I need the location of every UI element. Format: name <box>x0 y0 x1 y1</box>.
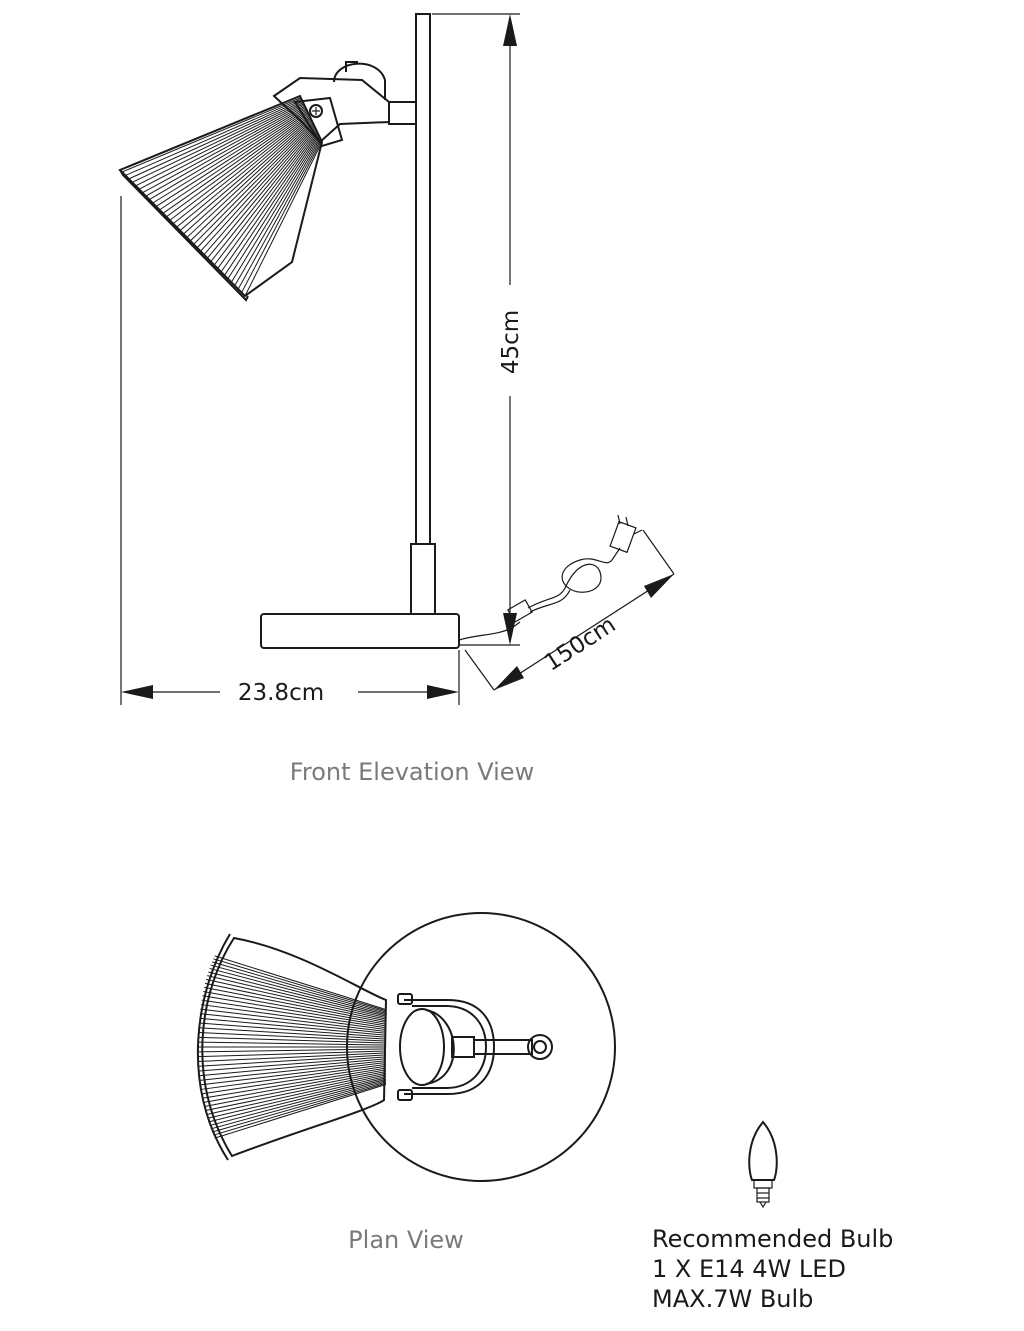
plan-base-circle <box>347 913 615 1181</box>
shade-rib <box>235 138 320 285</box>
shade-rib <box>125 99 300 175</box>
plan-shade <box>198 934 386 1160</box>
plan-shade-rib <box>200 1063 386 1085</box>
cable-dimension <box>465 530 674 690</box>
plan-view-caption: Plan View <box>348 1226 464 1254</box>
shade-rib <box>177 118 310 228</box>
candle-bulb-icon <box>749 1122 777 1207</box>
plan-shade-rib <box>200 1009 386 1031</box>
plan-view <box>198 913 615 1254</box>
width-label: 23.8cm <box>237 680 325 706</box>
bulb-section <box>652 1122 893 1313</box>
front-elevation <box>120 14 674 786</box>
plan-bracket <box>398 994 552 1100</box>
bulb-line-2: 1 X E14 4W LED <box>652 1255 846 1283</box>
power-cable <box>459 515 642 640</box>
lamp-base <box>261 614 459 648</box>
lamp-pole <box>416 14 430 544</box>
bulb-line-3: MAX.7W Bulb <box>652 1285 814 1313</box>
plan-shade-rib <box>199 1059 386 1076</box>
cable-label: 150cm <box>539 611 621 677</box>
width-dimension <box>121 196 459 706</box>
bulb-line-1: Recommended Bulb <box>652 1225 894 1253</box>
plan-shade-rib <box>199 1018 386 1035</box>
lamp-pole-sleeve <box>411 544 435 614</box>
lamp-shade <box>120 96 322 300</box>
front-view-caption: Front Elevation View <box>289 758 535 786</box>
height-dimension <box>432 14 524 645</box>
height-label: 45cm <box>498 309 524 375</box>
